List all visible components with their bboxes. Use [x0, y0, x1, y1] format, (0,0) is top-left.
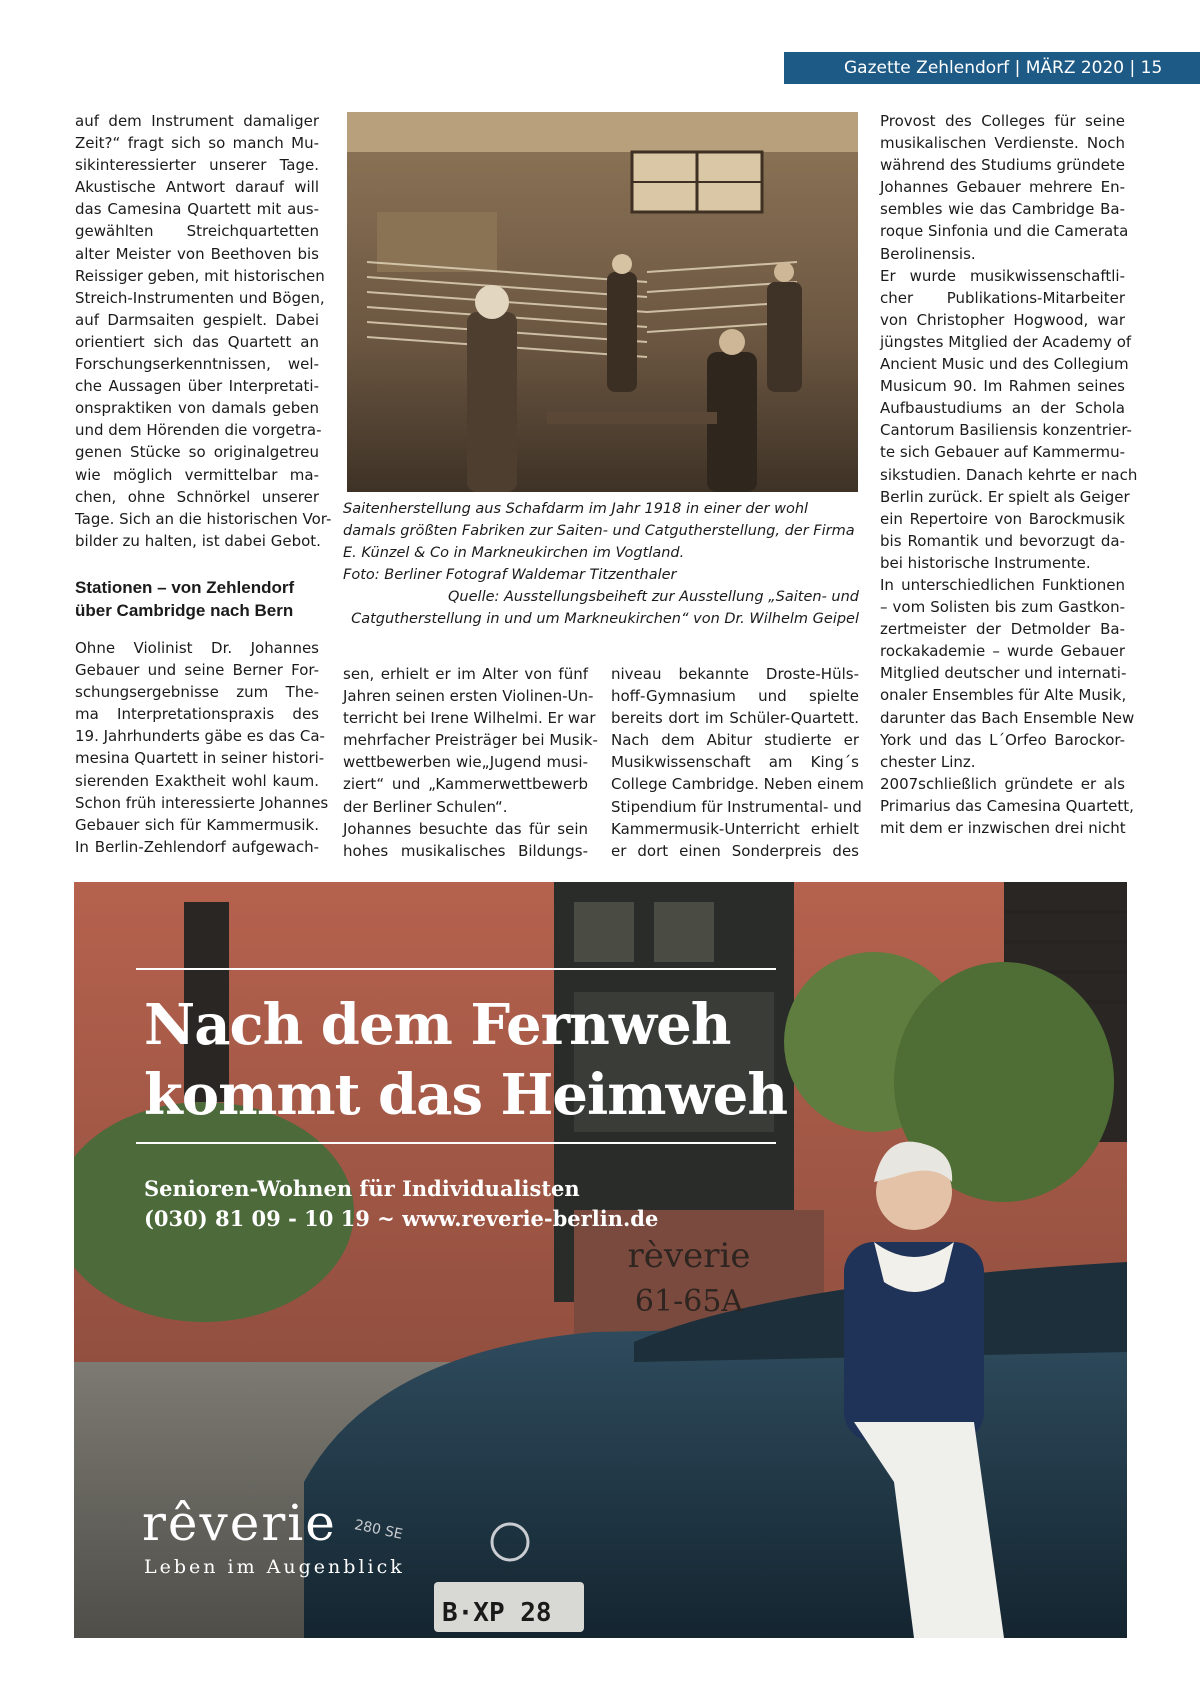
text-line: Forschungserkenntnissen, wel-	[75, 355, 319, 374]
text-line: niveau bekannte Droste-Hüls-	[611, 665, 859, 683]
text-line: darunter das Bach Ensemble New	[880, 708, 1135, 727]
text-line: Gebauer und seine Berner For-	[75, 661, 319, 680]
section-subhead	[75, 576, 319, 622]
entrance-sign	[574, 1234, 804, 1326]
text-line: Zeit?“ fragt sich so manch Mu-	[75, 134, 319, 153]
ad-contact-line: (030) 81 09 - 10 19 ~ www.reverie-berlin.de	[144, 1206, 659, 1231]
text-line: bilder zu halten, ist dabei Gebot.	[75, 531, 321, 550]
text-line: rockakademie – wurde Gebauer	[880, 642, 1125, 661]
text-line: onspraktiken von damals geben	[75, 399, 319, 418]
text-line: Berlin zurück. Er spielt als Geiger	[880, 487, 1130, 506]
text-line: Schon früh interessierte Johannes	[75, 793, 329, 812]
text-line: musikalischen Verdienste. Noch	[880, 134, 1125, 153]
text-line: er dort einen Sonderpreis des	[611, 841, 859, 860]
text-line: In Berlin-Zehlendorf aufgewach-	[75, 837, 319, 856]
reverie-tagline: Leben im Augenblick	[144, 1556, 405, 1578]
text-line: roque Sinfonia und die Camerata	[880, 222, 1129, 241]
text-line: orientiert sich das Quartett an	[75, 332, 319, 351]
text-line: hoff-Gymnasium und spielte	[611, 687, 859, 706]
text-line: ma Interpretationspraxis des	[75, 705, 319, 724]
factory-photo-illustration	[347, 112, 858, 492]
text-line: ziert“ und „Kammerwettbewerb	[343, 775, 588, 794]
text-line: chester Linz.	[880, 752, 976, 771]
ad-rule-top	[136, 968, 776, 970]
text-line: Primarius das Camesina Quartett,	[880, 796, 1134, 815]
text-line: auf dem Instrument damaliger	[75, 112, 319, 130]
text-line: genen Stücke so originalgetreu	[75, 443, 319, 462]
article-column-1-bottom	[75, 637, 329, 858]
text-line: Streich-Instrumenten und Bögen,	[75, 288, 325, 307]
text-line: während des Studiums gründete	[880, 156, 1126, 175]
reverie-advertisement	[74, 882, 1127, 1638]
text-line: schungsergebnisse zum The-	[75, 683, 319, 702]
caption-source-line: Quelle: Ausstellungsbeiheft zur Ausstellung „Saiten- und	[448, 589, 859, 605]
ad-headline	[144, 990, 787, 1130]
text-line: bei historische Instrumente.	[880, 553, 1091, 572]
text-line: gewählten Streichquartetten	[75, 222, 319, 241]
sign-address: 61-65A	[634, 1284, 744, 1319]
text-line: York und das L´Orfeo Barockor-	[880, 730, 1125, 749]
text-line: Er wurde musikwissenschaftli-	[880, 266, 1125, 285]
text-line: bis Romantik und bevorzugt da-	[880, 531, 1125, 550]
text-line: Akustische Antwort darauf will	[75, 178, 319, 197]
text-line: Stipendium für Instrumental- und	[611, 797, 862, 816]
article-column-1-top	[75, 110, 332, 552]
article-column-4	[880, 110, 1138, 839]
page-header-bar	[784, 52, 1200, 84]
text-line: mit dem er inzwischen drei nicht	[880, 819, 1126, 837]
text-line: Jahren seinen ersten Violinen-Un-	[343, 687, 594, 706]
text-line: 19. Jahrhunderts gäbe es das Ca-	[75, 727, 325, 746]
reverie-logo: rêverie	[142, 1494, 337, 1552]
text-line: ein Repertoire von Barockmusik	[880, 509, 1125, 528]
text-line: und dem Hörenden die vorgetra-	[75, 421, 322, 440]
license-plate: B·XP 28	[442, 1598, 552, 1628]
text-line: jüngstes Mitglied der Academy of	[880, 332, 1132, 351]
text-line: onaler Ensembles für Alte Musik,	[880, 686, 1127, 705]
text-line: wettbewerben wie„Jugend musi-	[343, 753, 588, 772]
text-line: 2007schließlich gründete er als	[880, 774, 1125, 793]
article-column-3	[611, 663, 864, 862]
text-line: sikinteressierter unserer Tage.	[75, 156, 319, 175]
page-header-text: Gazette Zehlendorf | MÄRZ 2020 | 15	[844, 58, 1163, 78]
text-line: hohes musikalisches Bildungs-	[343, 841, 588, 860]
text-line: Berolinensis.	[880, 244, 976, 263]
subhead-line: über Cambridge nach Bern	[75, 601, 294, 620]
text-line: – vom Solisten bis zum Gastkon-	[880, 598, 1125, 617]
text-line: sierenden Exaktheit wohl kaum.	[75, 771, 319, 790]
text-line: Nach dem Abitur studierte er	[611, 731, 859, 750]
text-line: Gebauer sich für Kammermusik.	[75, 815, 319, 834]
ad-headline-line: kommt das Heimweh	[144, 1062, 788, 1128]
text-line: der Berliner Schulen“.	[343, 797, 508, 816]
ad-rule-bottom	[136, 1142, 776, 1144]
text-line: Provost des Colleges für seine	[880, 112, 1125, 130]
text-line: terricht bei Irene Wilhelmi. Er war	[343, 709, 596, 728]
text-line: College Cambridge. Neben einem	[611, 775, 864, 794]
text-line: Mitglied deutscher und internati-	[880, 664, 1127, 683]
text-line: das Camesina Quartett mit aus-	[75, 200, 319, 219]
text-line: Johannes Gebauer mehrere En-	[880, 178, 1125, 197]
text-line: sikstudien. Danach kehrte er nach	[880, 465, 1138, 484]
text-line: Reissiger geben, mit historischen	[75, 266, 325, 285]
text-line: wie möglich vermittelbar ma-	[75, 465, 319, 484]
text-line: Johannes besuchte das für sein	[343, 819, 588, 838]
caption-line: E. Künzel & Co in Markneukirchen im Vogtland.	[343, 545, 685, 561]
text-line: Musicum 90. Im Rahmen seines	[880, 377, 1125, 396]
text-line: In unterschiedlichen Funktionen	[880, 575, 1125, 594]
photo-caption	[343, 498, 859, 630]
ad-headline-line: Nach dem Fernweh	[144, 992, 731, 1058]
ad-subline	[144, 1174, 658, 1234]
text-line: sembles wie das Cambridge Ba-	[880, 200, 1125, 219]
text-line: zertmeister der Detmolder Ba-	[880, 620, 1125, 639]
text-line: chen, ohne Schnörkel unserer	[75, 487, 319, 506]
caption-line: Saitenherstellung aus Schafdarm im Jahr 1918 in einer der wohl	[343, 501, 809, 517]
text-line: te sich Gebauer auf Kammermu-	[880, 443, 1126, 462]
text-line: mehrfacher Preisträger bei Musik-	[343, 731, 598, 750]
text-line: che Aussagen über Interpretati-	[75, 377, 319, 396]
subhead-line: Stationen – von Zehlendorf	[75, 578, 295, 597]
caption-line: damals größten Fabriken zur Saiten- und Catgutherstellung, der Firma	[343, 523, 855, 539]
text-line: bereits dort im Schüler-Quartett.	[611, 709, 859, 728]
ad-subline-text: Senioren-Wohnen für Individualisten	[144, 1176, 580, 1201]
sign-name: rèverie	[627, 1236, 751, 1276]
text-line: Cantorum Basiliensis konzentrier-	[880, 421, 1132, 440]
caption-line: Foto: Berliner Fotograf Waldemar Titzenthaler	[343, 567, 677, 583]
article-column-2	[343, 663, 598, 862]
text-line: cher Publikations-Mitarbeiter	[880, 288, 1125, 307]
text-line: von Christopher Hogwood, war	[880, 310, 1125, 329]
text-line: Ancient Music und des Collegium	[880, 355, 1129, 374]
text-line: alter Meister von Beethoven bis	[75, 244, 319, 263]
text-line: mesina Quartett in seiner histori-	[75, 749, 325, 768]
text-line: Kammermusik-Unterricht erhielt	[611, 819, 859, 838]
text-line: Tage. Sich an die historischen Vor-	[75, 509, 332, 528]
text-line: Musikwissenschaft am King´s	[611, 753, 859, 772]
text-line: Ohne Violinist Dr. Johannes	[75, 639, 319, 657]
caption-source-line: Catgutherstellung in und um Markneukirchen“ von Dr. Wilhelm Geipel	[351, 611, 859, 627]
text-line: Aufbaustudiums an der Schola	[880, 399, 1125, 418]
historic-factory-photo	[347, 112, 858, 492]
text-line: sen, erhielt er im Alter von fünf	[343, 665, 588, 683]
car-model-badge: 280 SE	[352, 1517, 405, 1543]
text-line: auf Darmsaiten gespielt. Dabei	[75, 310, 319, 329]
